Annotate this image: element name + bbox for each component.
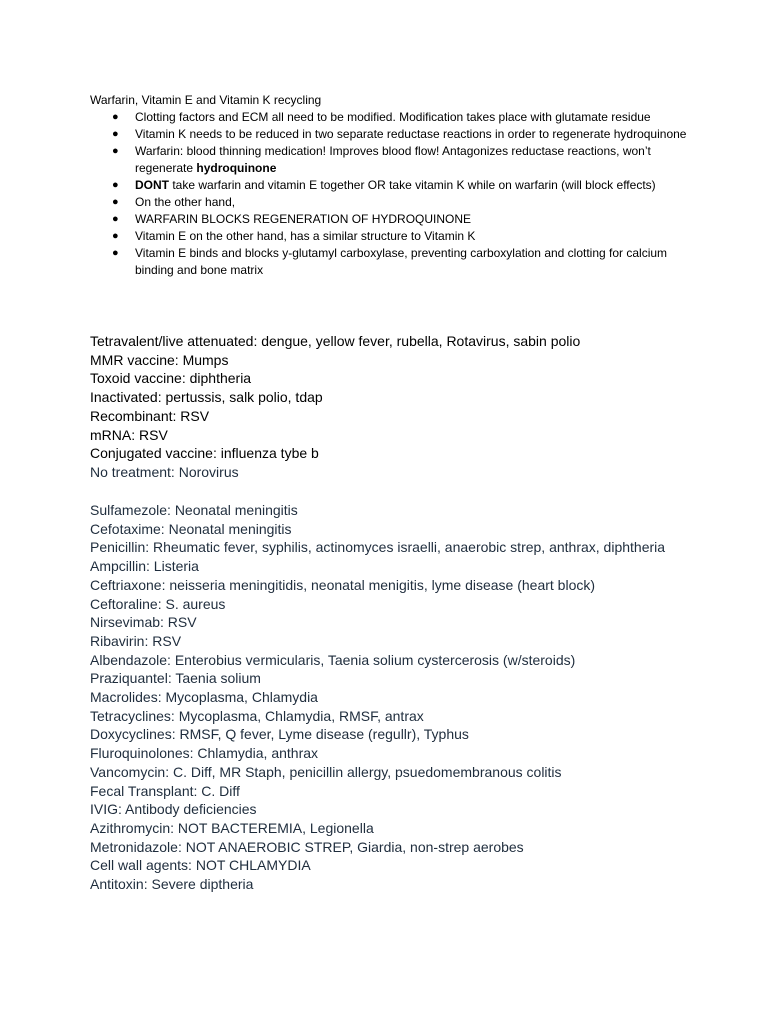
drug-line: Macrolides: Mycoplasma, Chlamydia [90, 689, 318, 706]
drug-line: IVIG: Antibody deficiencies [90, 801, 257, 818]
vaccine-line: MMR vaccine: Mumps [90, 351, 229, 368]
drug-line: Ampcillin: Listeria [90, 558, 199, 575]
drug-line: Antitoxin: Severe diptheria [90, 876, 254, 893]
drug-line: Tetracyclines: Mycoplasma, Chlamydia, RMSF, antrax [90, 707, 424, 724]
vaccine-line: Inactivated: pertussis, salk polio, tdap [90, 389, 323, 406]
bullet-item: ● Vitamin K needs to be reduced in two separate reductase reactions in order to regenerate hydroquinone [112, 127, 687, 141]
drug-line: Cefotaxime: Neonatal meningitis [90, 520, 292, 537]
drug-line: Fecal Transplant: C. Diff [90, 782, 240, 799]
bullet-dot-icon: ● [112, 128, 119, 140]
drug-line: Ribavirin: RSV [90, 632, 182, 649]
bullet-dot-icon: ● [112, 230, 119, 242]
vaccine-line: Toxoid vaccine: diphtheria [90, 370, 252, 387]
bullet-dot-icon: ● [112, 111, 119, 123]
vaccine-line: Conjugated vaccine: influenza tybe b [90, 445, 319, 462]
drug-line: Cell wall agents: NOT CHLAMYDIA [90, 857, 311, 874]
drug-line: Penicillin: Rheumatic fever, syphilis, actinomyces israelli, anaerobic strep, anthrax, diphtheria [90, 539, 666, 556]
bullet-item: ● DONT take warfarin and vitamin E together OR take vitamin K while on warfarin (will block effects) [112, 178, 656, 192]
bullet-item: ● On the other hand, [112, 195, 236, 209]
bullet-item: ● Clotting factors and ECM all need to be modified. Modification takes place with glutamate residue [112, 110, 651, 124]
drug-line: Albendazole: Enterobius vermicularis, Taenia solium cystercerosis (w/steroids) [90, 651, 576, 668]
bullet-item: ● WARFARIN BLOCKS REGENERATION OF HYDROQUINONE [112, 212, 472, 226]
vaccine-line: mRNA: RSV [90, 426, 168, 443]
drug-line: Metronidazole: NOT ANAEROBIC STREP, Giardia, non-strep aerobes [90, 838, 524, 855]
drug-line: Ceftoraline: S. aureus [90, 595, 226, 612]
drug-line: Vancomycin: C. Diff, MR Staph, penicillin allergy, psuedomembranous colitis [90, 763, 562, 780]
drug-list [90, 501, 750, 894]
drug-line: Praziquantel: Taenia solium [90, 670, 261, 687]
vaccine-line: Recombinant: RSV [90, 407, 210, 424]
bullet-dot-icon: ● [112, 196, 119, 208]
drug-line: Fluroquinolones: Chlamydia, anthrax [90, 745, 319, 762]
drug-line: Ceftriaxone: neisseria meningitidis, neonatal menigitis, lyme disease (heart block) [90, 576, 596, 593]
drug-line: Azithromycin: NOT BACTEREMIA, Legionella [90, 819, 374, 836]
bullet-item: ● Warfarin: blood thinning medication! Improves blood flow! Antagonizes reductase reactions, won’t regenerate hydroquinone [112, 144, 651, 175]
bullet-dot-icon: ● [112, 247, 119, 259]
vaccine-list [90, 332, 730, 482]
bullet-dot-icon: ● [112, 145, 119, 157]
section-title: Warfarin, Vitamin E and Vitamin K recycling [90, 93, 322, 107]
vaccine-line: Tetravalent/live attenuated: dengue, yellow fever, rubella, Rotavirus, sabin polio [90, 333, 581, 349]
bullet-item: ● Vitamin E binds and blocks y-glutamyl carboxylase, preventing carboxylation and clotting for calcium binding and bone matrix [112, 246, 668, 277]
bullet-dot-icon: ● [112, 179, 119, 191]
drug-line: Nirsevimab: RSV [90, 614, 197, 631]
vaccine-line: No treatment: Norovirus [90, 463, 239, 480]
drug-line: Sulfamezole: Neonatal meningitis [90, 502, 298, 518]
drug-line: Doxycyclines: RMSF, Q fever, Lyme disease (regullr), Typhus [90, 726, 469, 743]
bullet-list [90, 109, 690, 279]
bullet-item: ● Vitamin E on the other hand, has a similar structure to Vitamin K [112, 229, 476, 243]
bullet-dot-icon: ● [112, 213, 119, 225]
